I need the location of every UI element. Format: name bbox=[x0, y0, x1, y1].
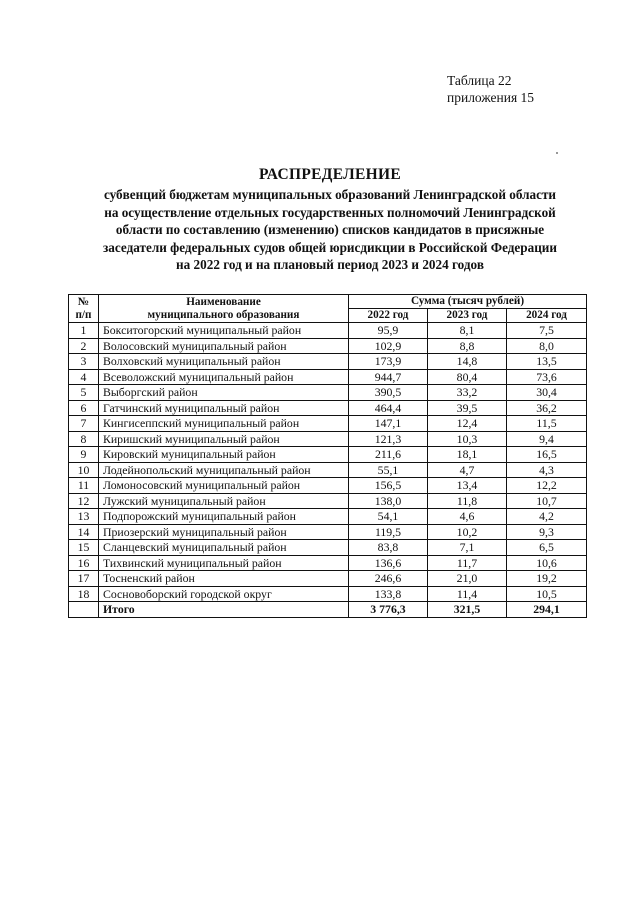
row-municipality: Тосненский район bbox=[99, 571, 349, 587]
row-number: 17 bbox=[69, 571, 99, 587]
row-amount-2024: 12,2 bbox=[507, 478, 587, 494]
table-row bbox=[69, 400, 587, 416]
row-amount-2024: 9,3 bbox=[507, 524, 587, 540]
row-number: 1 bbox=[69, 323, 99, 339]
row-amount-2023: 8,1 bbox=[428, 323, 507, 339]
row-amount-2023: 11,4 bbox=[428, 586, 507, 602]
row-municipality: Тихвинский муниципальный район bbox=[99, 555, 349, 571]
row-number: 8 bbox=[69, 431, 99, 447]
table-row bbox=[69, 323, 587, 339]
row-amount-2024: 4,3 bbox=[507, 462, 587, 478]
header-number bbox=[69, 295, 99, 323]
row-amount-2023: 11,7 bbox=[428, 555, 507, 571]
row-municipality: Сосновоборский городской округ bbox=[99, 586, 349, 602]
row-amount-2022: 55,1 bbox=[349, 462, 428, 478]
row-amount-2023: 33,2 bbox=[428, 385, 507, 401]
row-municipality: Киришский муниципальный район bbox=[99, 431, 349, 447]
table-row bbox=[69, 493, 587, 509]
row-amount-2023: 7,1 bbox=[428, 540, 507, 556]
row-number: 9 bbox=[69, 447, 99, 463]
total-2024: 294,1 bbox=[507, 602, 587, 618]
row-amount-2022: 95,9 bbox=[349, 323, 428, 339]
row-amount-2024: 8,0 bbox=[507, 338, 587, 354]
title-subtitle bbox=[70, 186, 590, 274]
row-amount-2023: 39,5 bbox=[428, 400, 507, 416]
row-amount-2023: 12,4 bbox=[428, 416, 507, 432]
row-amount-2024: 30,4 bbox=[507, 385, 587, 401]
table-row bbox=[69, 540, 587, 556]
row-municipality: Волосовский муниципальный район bbox=[99, 338, 349, 354]
total-row bbox=[69, 602, 587, 618]
header-year-2023: 2023 год bbox=[428, 309, 507, 323]
table-row bbox=[69, 354, 587, 370]
title-line: на 2022 год и на плановый период 2023 и 2024 годов bbox=[176, 257, 484, 273]
row-amount-2023: 18,1 bbox=[428, 447, 507, 463]
total-2022: 3 776,3 bbox=[349, 602, 428, 618]
row-number: 16 bbox=[69, 555, 99, 571]
row-number: 4 bbox=[69, 369, 99, 385]
row-amount-2022: 156,5 bbox=[349, 478, 428, 494]
table-row bbox=[69, 462, 587, 478]
row-amount-2024: 6,5 bbox=[507, 540, 587, 556]
row-amount-2024: 7,5 bbox=[507, 323, 587, 339]
row-number: 15 bbox=[69, 540, 99, 556]
row-amount-2022: 102,9 bbox=[349, 338, 428, 354]
row-number: 11 bbox=[69, 478, 99, 494]
row-number: 14 bbox=[69, 524, 99, 540]
row-amount-2022: 119,5 bbox=[349, 524, 428, 540]
row-amount-2022: 464,4 bbox=[349, 400, 428, 416]
total-spacer bbox=[69, 602, 99, 618]
row-amount-2022: 390,5 bbox=[349, 385, 428, 401]
row-amount-2022: 133,8 bbox=[349, 586, 428, 602]
title-heading: РАСПРЕДЕЛЕНИЕ bbox=[259, 166, 401, 183]
row-amount-2023: 4,7 bbox=[428, 462, 507, 478]
row-amount-2024: 13,5 bbox=[507, 354, 587, 370]
row-municipality: Подпорожский муниципальный район bbox=[99, 509, 349, 525]
row-amount-2023: 10,3 bbox=[428, 431, 507, 447]
row-amount-2022: 138,0 bbox=[349, 493, 428, 509]
table-row bbox=[69, 555, 587, 571]
row-municipality: Приозерский муниципальный район bbox=[99, 524, 349, 540]
header-sum: Сумма (тысяч рублей) bbox=[349, 295, 587, 309]
row-amount-2024: 10,5 bbox=[507, 586, 587, 602]
row-amount-2022: 147,1 bbox=[349, 416, 428, 432]
row-number: 18 bbox=[69, 586, 99, 602]
row-number: 3 bbox=[69, 354, 99, 370]
row-number: 5 bbox=[69, 385, 99, 401]
title-line: субвенций бюджетам муниципальных образований Ленинградской области bbox=[103, 187, 557, 202]
header-name-line1: Наименование bbox=[186, 295, 261, 308]
row-municipality: Волховский муниципальный район bbox=[99, 354, 349, 370]
header-name bbox=[99, 295, 349, 323]
row-amount-2023: 10,2 bbox=[428, 524, 507, 540]
row-municipality: Кировский муниципальный район bbox=[99, 447, 349, 463]
total-label: Итого bbox=[99, 602, 349, 618]
row-municipality: Гатчинский муниципальный район bbox=[99, 400, 349, 416]
row-number: 10 bbox=[69, 462, 99, 478]
row-amount-2024: 9,4 bbox=[507, 431, 587, 447]
header-number-sign: № bbox=[77, 295, 90, 308]
row-amount-2023: 14,8 bbox=[428, 354, 507, 370]
header-year-2022: 2022 год bbox=[349, 309, 428, 323]
row-amount-2024: 73,6 bbox=[507, 369, 587, 385]
header-number-pp: п/п bbox=[75, 308, 92, 321]
row-number: 6 bbox=[69, 400, 99, 416]
table-row bbox=[69, 478, 587, 494]
title-line: области по составлению (изменению) списков кандидатов в присяжные bbox=[115, 222, 545, 238]
appendix-number: приложения 15 bbox=[447, 90, 535, 105]
table-row bbox=[69, 416, 587, 432]
table-number: Таблица 22 bbox=[447, 73, 512, 88]
row-municipality: Выборгский район bbox=[99, 385, 349, 401]
row-amount-2022: 54,1 bbox=[349, 509, 428, 525]
row-amount-2024: 10,7 bbox=[507, 493, 587, 509]
row-amount-2024: 10,6 bbox=[507, 555, 587, 571]
table-reference bbox=[447, 72, 534, 106]
row-number: 13 bbox=[69, 509, 99, 525]
row-municipality: Лодейнопольский муниципальный район bbox=[99, 462, 349, 478]
row-number: 2 bbox=[69, 338, 99, 354]
row-municipality: Кингисеппский муниципальный район bbox=[99, 416, 349, 432]
row-amount-2022: 136,6 bbox=[349, 555, 428, 571]
row-municipality: Бокситогорский муниципальный район bbox=[99, 323, 349, 339]
row-amount-2022: 83,8 bbox=[349, 540, 428, 556]
row-amount-2022: 121,3 bbox=[349, 431, 428, 447]
row-amount-2022: 211,6 bbox=[349, 447, 428, 463]
subvention-table bbox=[68, 294, 587, 618]
header-year-2024: 2024 год bbox=[507, 309, 587, 323]
row-amount-2024: 11,5 bbox=[507, 416, 587, 432]
row-amount-2023: 21,0 bbox=[428, 571, 507, 587]
table-row bbox=[69, 586, 587, 602]
document-title bbox=[70, 166, 590, 274]
total-2023: 321,5 bbox=[428, 602, 507, 618]
scan-speck bbox=[556, 152, 558, 154]
row-municipality: Сланцевский муниципальный район bbox=[99, 540, 349, 556]
title-line: заседатели федеральных судов общей юрисдикции в Российской Федерации bbox=[102, 239, 557, 255]
row-amount-2022: 944,7 bbox=[349, 369, 428, 385]
row-amount-2023: 13,4 bbox=[428, 478, 507, 494]
row-amount-2023: 4,6 bbox=[428, 509, 507, 525]
table-row bbox=[69, 431, 587, 447]
row-amount-2023: 8,8 bbox=[428, 338, 507, 354]
row-amount-2022: 173,9 bbox=[349, 354, 428, 370]
table-row bbox=[69, 509, 587, 525]
row-amount-2024: 36,2 bbox=[507, 400, 587, 416]
table-row bbox=[69, 385, 587, 401]
title-line: на осуществление отдельных государственных полномочий Ленинградской bbox=[104, 204, 556, 220]
row-number: 12 bbox=[69, 493, 99, 509]
header-name-line2: муниципального образования bbox=[147, 308, 300, 321]
row-municipality: Лужский муниципальный район bbox=[99, 493, 349, 509]
table-row bbox=[69, 369, 587, 385]
row-amount-2024: 4,2 bbox=[507, 509, 587, 525]
row-amount-2022: 246,6 bbox=[349, 571, 428, 587]
row-amount-2024: 16,5 bbox=[507, 447, 587, 463]
row-amount-2023: 11,8 bbox=[428, 493, 507, 509]
row-number: 7 bbox=[69, 416, 99, 432]
row-municipality: Всеволожский муниципальный район bbox=[99, 369, 349, 385]
table-row bbox=[69, 447, 587, 463]
row-municipality: Ломоносовский муниципальный район bbox=[99, 478, 349, 494]
table-row bbox=[69, 338, 587, 354]
table-row bbox=[69, 571, 587, 587]
row-amount-2024: 19,2 bbox=[507, 571, 587, 587]
table-row bbox=[69, 524, 587, 540]
row-amount-2023: 80,4 bbox=[428, 369, 507, 385]
